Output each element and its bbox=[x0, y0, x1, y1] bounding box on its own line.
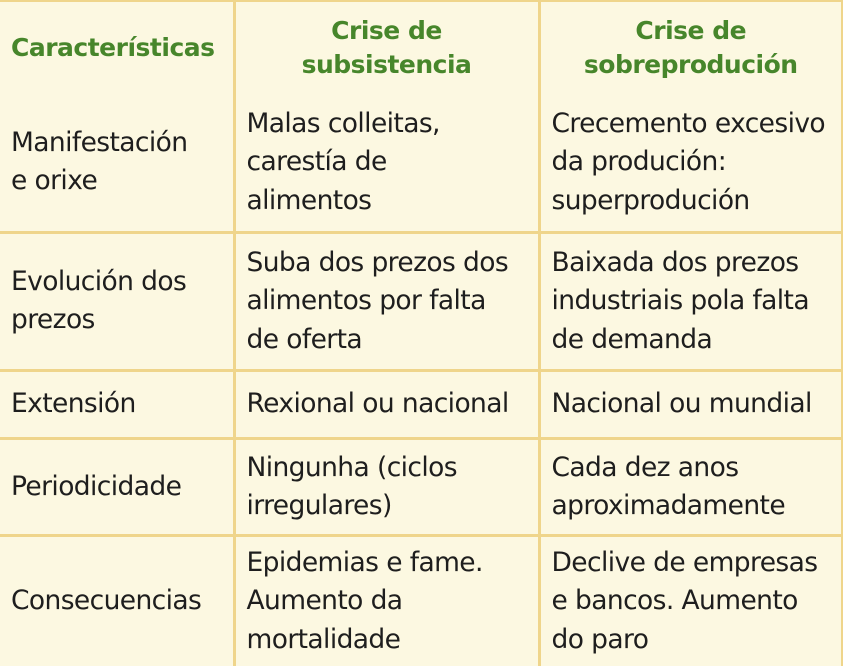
cell-sobreproducion: Crecemento excesivo da produción: superprodución bbox=[539, 94, 841, 232]
cell-sobreproducion: Cada dez anos aproximadamente bbox=[539, 438, 841, 536]
table-row-periodicidade bbox=[0, 438, 841, 536]
table-row-manifestacion bbox=[0, 94, 841, 232]
crisis-comparison-table bbox=[0, 2, 841, 666]
row-label: Extensión bbox=[0, 370, 234, 438]
row-label: Manifestación e orixe bbox=[11, 126, 188, 197]
table-row-consecuencias bbox=[0, 536, 841, 666]
cell-subsistencia: Malas colleitas, carestía de alimentos bbox=[234, 94, 539, 232]
row-label: Periodicidade bbox=[0, 438, 234, 536]
header-crise-subsistencia: Crise de subsistencia bbox=[234, 2, 539, 94]
table-row-extension bbox=[0, 370, 841, 438]
table-header-row bbox=[0, 2, 841, 94]
row-label: Consecuencias bbox=[0, 536, 234, 666]
header-caracteristicas: Características bbox=[11, 33, 215, 62]
cell-subsistencia: Epidemias e fame. Aumento da mortalidade bbox=[234, 536, 539, 666]
row-label: Evolución dos prezos bbox=[0, 232, 234, 370]
cell-sobreproducion: Declive de empresas e bancos. Aumento do paro bbox=[539, 536, 841, 666]
cell-subsistencia: Ningunha (ciclos irregulares) bbox=[234, 438, 539, 536]
cell-sobreproducion: Nacional ou mundial bbox=[539, 370, 841, 438]
header-crise-sobreproducion: Crise de sobreprodución bbox=[539, 2, 841, 94]
cell-sobreproducion: Baixada dos prezos industriais pola falta de demanda bbox=[539, 232, 841, 370]
cell-subsistencia: Rexional ou nacional bbox=[234, 370, 539, 438]
table-row-evolucion-prezos bbox=[0, 232, 841, 370]
cell-subsistencia: Suba dos prezos dos alimentos por falta de oferta bbox=[234, 232, 539, 370]
